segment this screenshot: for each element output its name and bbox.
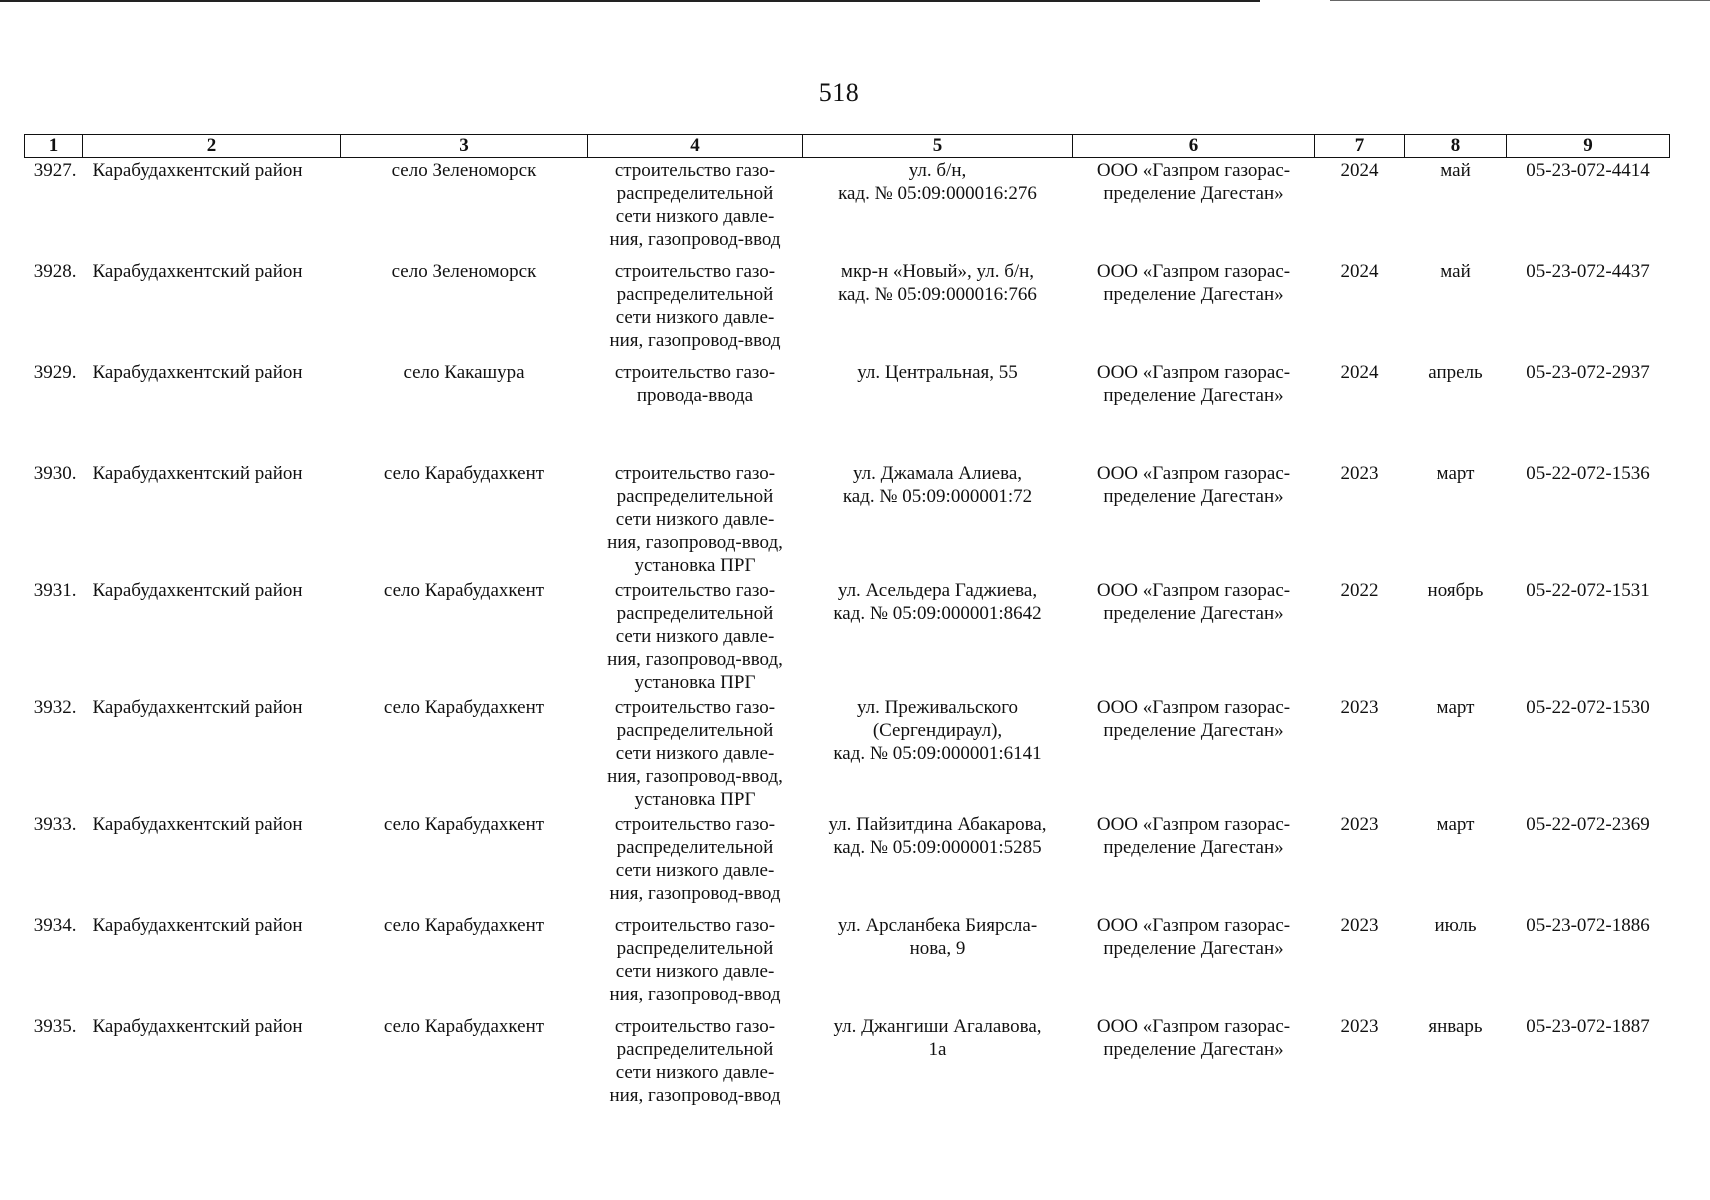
- locality: село Карабудахкент: [383, 696, 545, 718]
- district: Карабудахкентский район: [92, 462, 303, 484]
- column-header-7: 7: [1315, 135, 1405, 158]
- year: 2024: [1340, 260, 1379, 282]
- registry-code: 05-22-072-2369: [1526, 813, 1650, 835]
- district: Карабудахкентский район: [92, 696, 303, 718]
- district: Карабудахкентский район: [92, 260, 303, 282]
- registry-code: 05-23-072-2937: [1526, 361, 1650, 383]
- scan-edge-top-right: [1330, 0, 1710, 1]
- locality: село Карабудахкент: [383, 813, 545, 835]
- year: 2023: [1340, 914, 1379, 936]
- column-header-5: 5: [803, 135, 1073, 158]
- locality: село Карабудахкент: [383, 462, 545, 484]
- registry-code: 05-22-072-1536: [1526, 462, 1650, 484]
- row-number: 3934.: [33, 914, 77, 936]
- work-description: строительство газо- провода-ввода: [614, 361, 776, 406]
- work-description: строительство газо- распределительной сети низкого давле- ния, газопровод-ввод: [609, 260, 781, 351]
- address: ул. Преживальского (Сергендираул), кад. № 05:09:000001:6141: [833, 696, 1042, 764]
- organization: ООО «Газпром газорас- пределение Дагестан»: [1096, 579, 1291, 624]
- district: Карабудахкентский район: [92, 579, 303, 601]
- table-row: [25, 360, 1670, 461]
- table-row: [25, 461, 1670, 578]
- year: 2023: [1340, 1015, 1379, 1037]
- year: 2023: [1340, 462, 1379, 484]
- address: ул. б/н, кад. № 05:09:000016:276: [838, 160, 1037, 204]
- locality: село Зеленоморск: [391, 260, 537, 282]
- locality: село Карабудахкент: [383, 579, 545, 601]
- register-table: [24, 134, 1670, 1115]
- table-row: [25, 578, 1670, 695]
- locality: село Какашура: [403, 361, 525, 383]
- row-number: 3933.: [33, 813, 77, 835]
- row-number: 3928.: [33, 260, 77, 282]
- organization: ООО «Газпром газорас- пределение Дагестан»: [1096, 696, 1291, 741]
- organization: ООО «Газпром газорас- пределение Дагестан»: [1096, 361, 1291, 406]
- column-header-8: 8: [1405, 135, 1507, 158]
- organization: ООО «Газпром газорас- пределение Дагестан»: [1096, 260, 1291, 305]
- year: 2024: [1340, 361, 1379, 383]
- district: Карабудахкентский район: [92, 1015, 303, 1037]
- organization: ООО «Газпром газорас- пределение Дагестан»: [1096, 914, 1291, 959]
- row-number: 3932.: [33, 696, 77, 718]
- registry-code: 05-22-072-1531: [1526, 579, 1650, 601]
- district: Карабудахкентский район: [92, 914, 303, 936]
- district: Карабудахкентский район: [92, 361, 303, 383]
- month: март: [1436, 462, 1475, 484]
- registry-code: 05-23-072-1886: [1526, 914, 1650, 936]
- registry-code: 05-23-072-1887: [1526, 1015, 1650, 1037]
- table-row: [25, 695, 1670, 812]
- organization: ООО «Газпром газорас- пределение Дагестан»: [1096, 1015, 1291, 1060]
- month: январь: [1428, 1015, 1483, 1037]
- registry-code: 05-22-072-1530: [1526, 696, 1650, 718]
- row-number: 3929.: [33, 361, 77, 383]
- row-number: 3930.: [33, 462, 77, 484]
- locality: село Зеленоморск: [391, 160, 537, 181]
- column-header-6: 6: [1073, 135, 1315, 158]
- address: ул. Джангиши Агалавова, 1а: [833, 1015, 1042, 1060]
- month: ноябрь: [1427, 579, 1484, 601]
- organization: ООО «Газпром газорас- пределение Дагестан»: [1096, 462, 1291, 507]
- registry-code: 05-23-072-4437: [1526, 260, 1650, 282]
- page-number: 518: [818, 78, 860, 107]
- work-description: строительство газо- распределительной сети низкого давле- ния, газопровод-ввод: [609, 914, 781, 1005]
- month: апрель: [1428, 361, 1483, 383]
- column-header-1: 1: [25, 135, 83, 158]
- address: ул. Центральная, 55: [857, 361, 1018, 383]
- work-description: строительство газо- распределительной сети низкого давле- ния, газопровод-ввод: [609, 160, 781, 250]
- district: Карабудахкентский район: [92, 160, 303, 181]
- address: мкр-н «Новый», ул. б/н, кад. № 05:09:000016:766: [838, 260, 1037, 305]
- table-row: [25, 158, 1670, 259]
- scan-edge-top: [0, 0, 1260, 2]
- row-number: 3927.: [33, 160, 77, 181]
- address: ул. Пайзитдина Абакарова, кад. № 05:09:000001:5285: [828, 813, 1047, 858]
- locality: село Карабудахкент: [383, 914, 545, 936]
- row-number: 3931.: [33, 579, 77, 601]
- locality: село Карабудахкент: [383, 1015, 545, 1037]
- month: март: [1436, 813, 1475, 835]
- month: июль: [1434, 914, 1477, 936]
- work-description: строительство газо- распределительной сети низкого давле- ния, газопровод-ввод, установка ПРГ: [607, 579, 783, 693]
- work-description: строительство газо- распределительной сети низкого давле- ния, газопровод-ввод, установка ПРГ: [607, 462, 783, 576]
- registry-code: 05-23-072-4414: [1526, 160, 1650, 181]
- month: май: [1440, 160, 1471, 181]
- table-row: [25, 812, 1670, 913]
- address: ул. Арсланбека Биярсла- нова, 9: [837, 914, 1038, 959]
- month: май: [1440, 260, 1471, 282]
- year: 2024: [1340, 160, 1379, 181]
- work-description: строительство газо- распределительной сети низкого давле- ния, газопровод-ввод: [609, 1015, 781, 1106]
- work-description: строительство газо- распределительной сети низкого давле- ния, газопровод-ввод: [609, 813, 781, 904]
- header-row: [25, 135, 1670, 158]
- column-header-2: 2: [83, 135, 341, 158]
- column-header-9: 9: [1507, 135, 1670, 158]
- address: ул. Асельдера Гаджиева, кад. № 05:09:000001:8642: [833, 579, 1042, 624]
- row-number: 3935.: [33, 1015, 77, 1037]
- district: Карабудахкентский район: [92, 813, 303, 835]
- year: 2023: [1340, 813, 1379, 835]
- column-header-3: 3: [341, 135, 588, 158]
- column-header-4: 4: [588, 135, 803, 158]
- month: март: [1436, 696, 1475, 718]
- table-row: [25, 913, 1670, 1014]
- table-row: [25, 1014, 1670, 1115]
- year: 2023: [1340, 696, 1379, 718]
- table-row: [25, 259, 1670, 360]
- organization: ООО «Газпром газорас- пределение Дагестан»: [1096, 160, 1291, 204]
- address: ул. Джамала Алиева, кад. № 05:09:000001:72: [842, 462, 1033, 507]
- year: 2022: [1340, 579, 1379, 601]
- work-description: строительство газо- распределительной сети низкого давле- ния, газопровод-ввод, установка ПРГ: [607, 696, 783, 810]
- organization: ООО «Газпром газорас- пределение Дагестан»: [1096, 813, 1291, 858]
